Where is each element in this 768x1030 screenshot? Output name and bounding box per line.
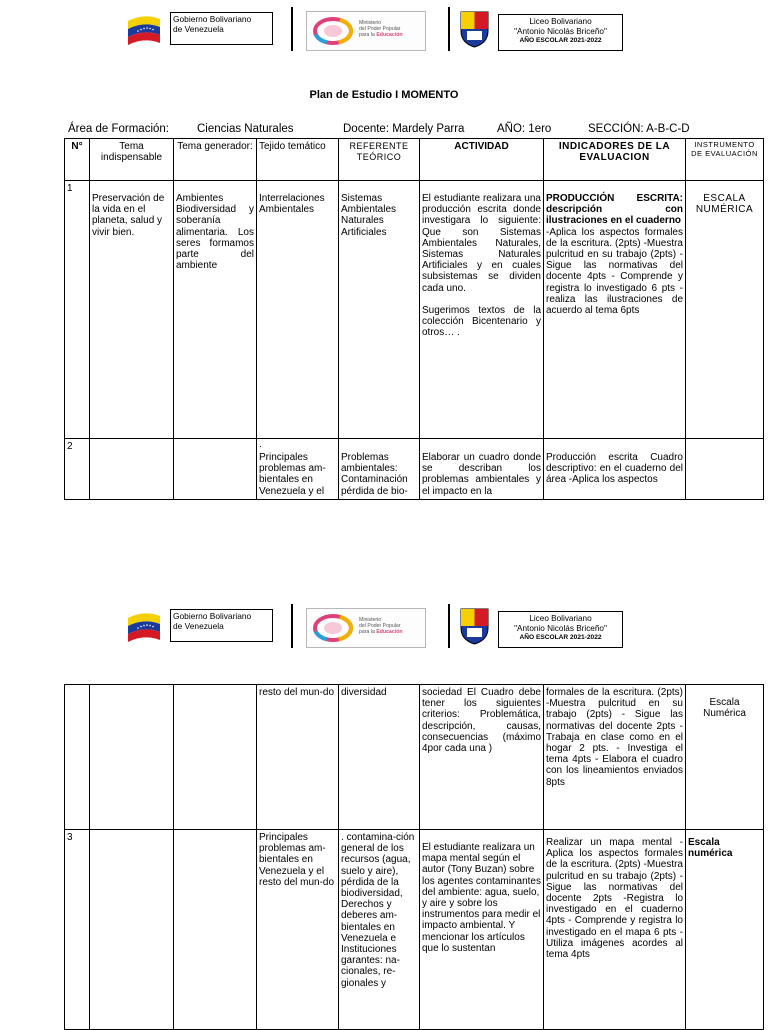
study-plan-table-continued bbox=[64, 684, 764, 1030]
cell-actividad: Elaborar un cuadro donde se describan los problemas ambientales y el impacto en la bbox=[420, 439, 544, 500]
table-row bbox=[65, 685, 764, 830]
study-plan-table bbox=[64, 138, 764, 500]
cell-empty bbox=[174, 439, 257, 500]
ministry-logo bbox=[306, 11, 426, 51]
cell-indicadores: formales de la escritura. (2pts) -Muestra pulcritud en su trabajo (2pts) - Sigue las normativas del docente 2pts - Trabaja en clase como en el hogar 2 pts. - Investiga el tema 4pts - Elabora el cuadro con los lineamientos enviados 8pts bbox=[544, 685, 686, 830]
school-shield-icon bbox=[458, 606, 491, 646]
table-row bbox=[65, 439, 764, 500]
page-header-2 bbox=[0, 597, 768, 649]
teacher-label: Docente: Mardely Parra bbox=[343, 123, 465, 135]
gov-text: de Venezuela bbox=[173, 24, 224, 34]
cell-tejido: resto del mun-do bbox=[257, 685, 339, 830]
ministry-logo bbox=[306, 608, 426, 648]
cell-empty bbox=[686, 439, 764, 500]
col-header-tema-indispensable: Tema indispensable bbox=[90, 139, 174, 181]
divider bbox=[448, 7, 450, 51]
page-header-1 bbox=[0, 0, 768, 52]
divider bbox=[448, 604, 450, 648]
cell-empty bbox=[90, 439, 174, 500]
cell-actividad: El estudiante realizara una producción escrita donde investigara lo siguiente: Que son Sistemas Ambientales Naturales, Sistemas Naturales Artificiales y en cuales subsistemas se dividen cada uno. Sugerimos textos de la colección Bicentenario y otros… . bbox=[420, 181, 544, 439]
venezuela-flag-icon bbox=[126, 608, 162, 642]
cell-instrumento: ESCALA NUMÉRICA bbox=[686, 181, 764, 439]
cell-actividad: El estudiante realizara un mapa mental según el autor (Tony Buzan) sobre los agentes contaminantes del ambiente: agua, suelo, y aire y sobre los instrumentos para medir el impacto ambiental. Y mencionar los artículos que lo sustentan bbox=[420, 830, 544, 1030]
section-label: SECCIÓN: A-B-C-D bbox=[588, 123, 690, 135]
divider bbox=[291, 7, 293, 51]
table-header-row bbox=[65, 139, 764, 181]
ministry-text: Ministerio del Poder Popular para la Educación bbox=[359, 20, 403, 38]
cell-indicadores: PRODUCCIÓN ESCRITA: descripción con ilustraciones en el cuaderno -Aplica los aspectos formales de la escritura. (2pts) -Muestra pulcritud en su trabajo (2pts) - Sigue las normativas del docente 4pts - Comprende y registra lo investigado 6 pts -realiza las ilustraciones de acuerdo al tema 6pts bbox=[544, 181, 686, 439]
col-header-referente: REFERENTE TEÓRICO bbox=[339, 139, 420, 181]
cell-referente: . contamina-ción general de los recursos (agua, suelo y aire), pérdida de la biodiversidad, Derechos y deberes am-bientales en Venezuela e Instituciones garantes: na-cionales, re-gionales y bbox=[339, 830, 420, 1030]
cell-actividad: sociedad El Cuadro debe tener los siguientes criterios: Problemática, descripción, causas, consecuencias (máximo 4por cada una ) bbox=[420, 685, 544, 830]
divider bbox=[291, 604, 293, 648]
table-row bbox=[65, 181, 764, 439]
gov-label-box bbox=[170, 12, 273, 45]
col-header-number: N° bbox=[65, 139, 90, 181]
cell-instrumento: Escala Numérica bbox=[686, 685, 764, 830]
gov-text: Gobierno Bolivariano bbox=[173, 14, 252, 24]
cell-empty bbox=[174, 830, 257, 1030]
cell-referente: Sistemas Ambientales Naturales Artificiales bbox=[339, 181, 420, 439]
cell-tema-indispensable: Preservación de la vida en el planeta, salud y vivir bien. bbox=[90, 181, 174, 439]
col-header-actividad: ACTIVIDAD bbox=[420, 139, 544, 181]
cell-empty bbox=[65, 685, 90, 830]
cell-indicadores: Realizar un mapa mental -Aplica los aspectos formales de la escritura. (2pts) -Muestra pulcritud en su trabajo (2pts) - Sigue las normativas del docente 2pts -Registra lo investigado en el cuaderno 4pts - Comprende y registra lo investigado en el mapa 6 pts -Utiliza imágenes acordes al tema 4pts bbox=[544, 830, 686, 1030]
cell-instrumento: Escala numérica bbox=[686, 830, 764, 1030]
school-label-box: Liceo Bolivariano "Antonio Nicolás Briceño" AÑO ESCOLAR 2021-2022 bbox=[498, 14, 623, 51]
cell-indicadores: Producción escrita Cuadro descriptivo: en el cuaderno del área -Aplica los aspectos bbox=[544, 439, 686, 500]
school-shield-icon bbox=[458, 9, 491, 49]
col-header-instrumento: INSTRUMENTO DE EVALUACIÓN bbox=[686, 139, 764, 181]
cell-referente: diversidad bbox=[339, 685, 420, 830]
school-label-box: Liceo Bolivariano "Antonio Nicolás Briceño" AÑO ESCOLAR 2021-2022 bbox=[498, 611, 623, 648]
cell-tema-generador: Ambientes Biodiversidad y soberanía alimentaria. Los seres formamos parte del ambiente bbox=[174, 181, 257, 439]
row-number: 1 bbox=[65, 181, 90, 439]
area-value: Ciencias Naturales bbox=[197, 123, 294, 135]
cell-tejido: Principales problemas am-bientales en Venezuela y el resto del mun-do bbox=[257, 830, 339, 1030]
table-row bbox=[65, 830, 764, 1030]
page-title: Plan de Estudio I MOMENTO bbox=[309, 89, 459, 101]
ministry-emblem-icon bbox=[313, 614, 357, 642]
ministry-text: Ministerio del Poder Popular para la Educación bbox=[359, 617, 403, 635]
year-label: AÑO: 1ero bbox=[497, 123, 552, 135]
cell-referente: Problemas ambientales: Contaminación pérdida de bio- bbox=[339, 439, 420, 500]
row-number: 3 bbox=[65, 830, 90, 1030]
ministry-emblem-icon bbox=[313, 17, 357, 45]
gov-label-box: Gobierno Bolivariano de Venezuela bbox=[170, 609, 273, 642]
area-label: Área de Formación: bbox=[68, 123, 169, 135]
cell-empty bbox=[90, 830, 174, 1030]
col-header-tejido: Tejido temático bbox=[257, 139, 339, 181]
col-header-tema-generador: Tema generador: bbox=[174, 139, 257, 181]
cell-empty bbox=[174, 685, 257, 830]
cell-tejido: Interrelaciones Ambientales bbox=[257, 181, 339, 439]
venezuela-flag-icon bbox=[126, 11, 162, 45]
cell-empty bbox=[90, 685, 174, 830]
col-header-indicadores: INDICADORES DE LA EVALUACION bbox=[544, 139, 686, 181]
row-number: 2 bbox=[65, 439, 90, 500]
cell-tejido: . Principales problemas am-bientales en Venezuela y el bbox=[257, 439, 339, 500]
